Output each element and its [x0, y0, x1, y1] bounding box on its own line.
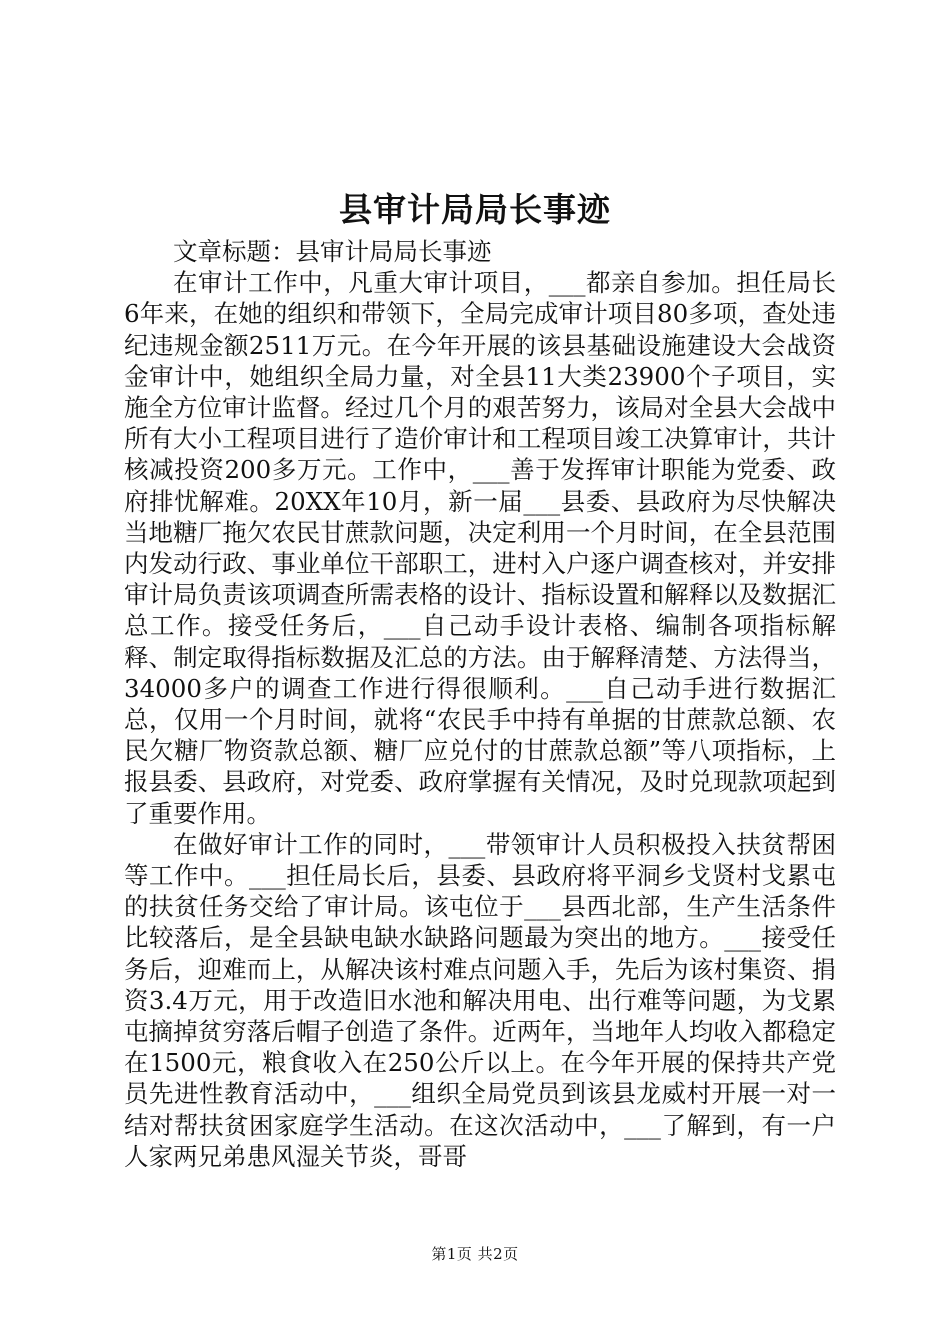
paragraph-audit-work: 在审计工作中，凡重大审计项目，___都亲自参加。担任局长6年来，在她的组织和带领下，全局完成审计项目80多项，查处违纪违规金额2511万元。在今年开展的该县基础设施建设大会战资金审计中，她组织全局力量，对全县11大类23900个子项目，实施全方位审计监督。经过几个月的艰苦努力，该局对全县大会战中所有大小工程项目进行了造价审计和工程项目竣工决算审计，共计核减投资200多万元。工作中，___善于发挥审计职能为党委、政府排忧解难。20XX年10月，新一届___县委、县政府为尽快解决当地糖厂拖欠农民甘蔗款问题，决定利用一个月时间，在全县范围内发动行政、事业单位干部职工，进村入户逐户调查核对，并安排审计局负责该项调查所需表格的设计、指标设置和解释以及数据汇总工作。接受任务后，___自己动手设计表格、编制各项指标解释、制定取得指标数据及汇总的方法。由于解释清楚、方法得当，34000多户的调查工作进行得很顺利。___自己动手进行数据汇总，仅用一个月时间，就将“农民手中持有单据的甘蔗款总额、农民欠糖厂物资款总额、糖厂应兑付的甘蔗款总额”等八项指标，上报县委、县政府，对党委、政府掌握有关情况，及时兑现款项起到了重要作用。	[124, 268, 836, 828]
document-body	[124, 236, 836, 1172]
article-title-line: 文章标题：县审计局局长事迹	[173, 237, 492, 266]
paragraph-poverty-relief: 在做好审计工作的同时，___带领审计人员积极投入扶贫帮困等工作中。___担任局长后，县委、县政府将平洞乡戈贤村戈累屯的扶贫任务交给了审计局。该屯位于___县西北部，生产生活条件比较落后，是全县缺电缺水缺路问题最为突出的地方。___接受任务后，迎难而上，从解决该村难点问题入手，先后为该村集资、捐资3.4万元，用于改造旧水池和解决用电、出行难等问题，为戈累屯摘掉贫穷落后帽子创造了条件。近两年，当地年人均收入都稳定在1500元，粮食收入在250公斤以上。在今年开展的保持共产党员先进性教育活动中，___组织全局党员到该县龙威村开展一对一结对帮扶贫困家庭学生活动。在这次活动中，___了解到，有一户人家两兄弟患风湿关节炎，哥哥	[124, 829, 836, 1171]
document-title: 县审计局局长事迹	[339, 190, 611, 229]
page-number-footer: 第1页 共2页	[431, 1245, 519, 1263]
